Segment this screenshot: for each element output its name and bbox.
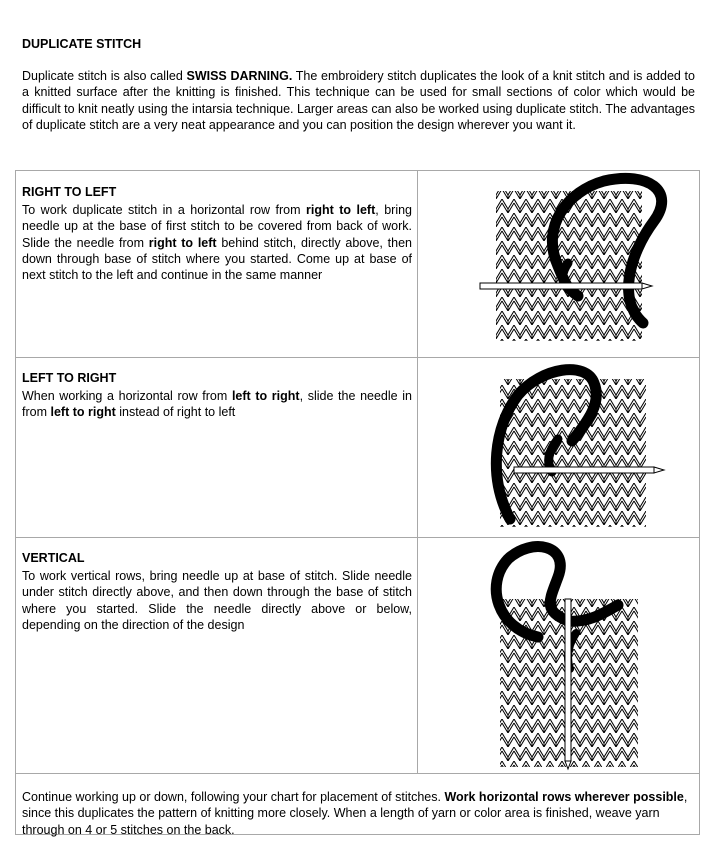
knit-right-to-left-illustration xyxy=(418,171,700,357)
cell-left-to-right-text xyxy=(16,357,418,537)
intro-text-2: The embroidery stitch duplicates the look of a knit stitch and is added to a knitted surface after the knitting is finished. This technique can be used for small sections of color which would be difficult to knit neatly using the intarsia technique. Larger areas can also be worked using duplicate stitch. The advantages of duplicate stitch are a very neat appearance and you can position the design wherever you want it. xyxy=(22,69,695,132)
body-text: To work duplicate stitch in a horizontal row from xyxy=(22,203,307,217)
section-body-right-to-left xyxy=(22,202,412,283)
row-vertical xyxy=(16,537,699,774)
section-body-left-to-right xyxy=(22,388,412,421)
knit-vertical-illustration xyxy=(418,537,700,773)
body-bold: left to right xyxy=(50,405,116,420)
row-left-to-right xyxy=(16,357,699,538)
body-text: instead of right to left xyxy=(115,405,236,420)
section-title-vertical: VERTICAL xyxy=(22,551,85,565)
section-body-vertical: To work vertical rows, bring needle up at base of stitch. Slide needle under stitch directly above, and then down through the base of stitch where you started. Slide the needle directly above or below, depending on the direction of the design xyxy=(22,569,412,632)
body-bold: right to left xyxy=(306,203,376,217)
cell-right-to-left-image xyxy=(418,171,699,357)
section-title-left-to-right: LEFT TO RIGHT xyxy=(22,371,117,385)
body-bold: left to right xyxy=(231,389,300,403)
cell-vertical-text xyxy=(16,537,418,773)
body-text: , slide the needle in from xyxy=(22,389,412,420)
row-right-to-left xyxy=(16,171,699,358)
knit-left-to-right-illustration xyxy=(418,357,700,537)
intro-bold-swiss-darning: SWISS DARNING. xyxy=(186,69,293,83)
instruction-table xyxy=(15,170,700,835)
cell-left-to-right-image xyxy=(418,357,699,537)
section-title-right-to-left: RIGHT TO LEFT xyxy=(22,185,117,199)
body-bold: right to left xyxy=(148,235,217,250)
footer-text-2: , since this duplicates the pattern of knitting more closely. When a length of yarn or color area is finished, weave yarn through on 4 or 5 stitches on the back. xyxy=(22,790,688,837)
intro-paragraph xyxy=(22,68,695,133)
intro-text-1: Duplicate stitch is also called xyxy=(22,69,187,83)
cell-right-to-left-text xyxy=(16,171,418,357)
body-text: , bring needle up at the base of first stitch to be covered from back of work. Slide the needle from xyxy=(22,203,412,250)
body-text: behind stitch, directly above, then down through base of stitch where you started. Come up at base of next stitch to the left and continue in the same manner xyxy=(22,235,412,283)
footer-text-1: Continue working up or down, following your chart for placement of stitches. xyxy=(22,790,445,804)
cell-vertical-image xyxy=(418,537,699,773)
page-title: DUPLICATE STITCH xyxy=(22,37,142,51)
footer-bold: Work horizontal rows wherever possible xyxy=(444,790,684,804)
body-text: When working a horizontal row from xyxy=(22,389,232,403)
row-footer xyxy=(16,773,699,837)
footer-paragraph xyxy=(22,789,694,838)
